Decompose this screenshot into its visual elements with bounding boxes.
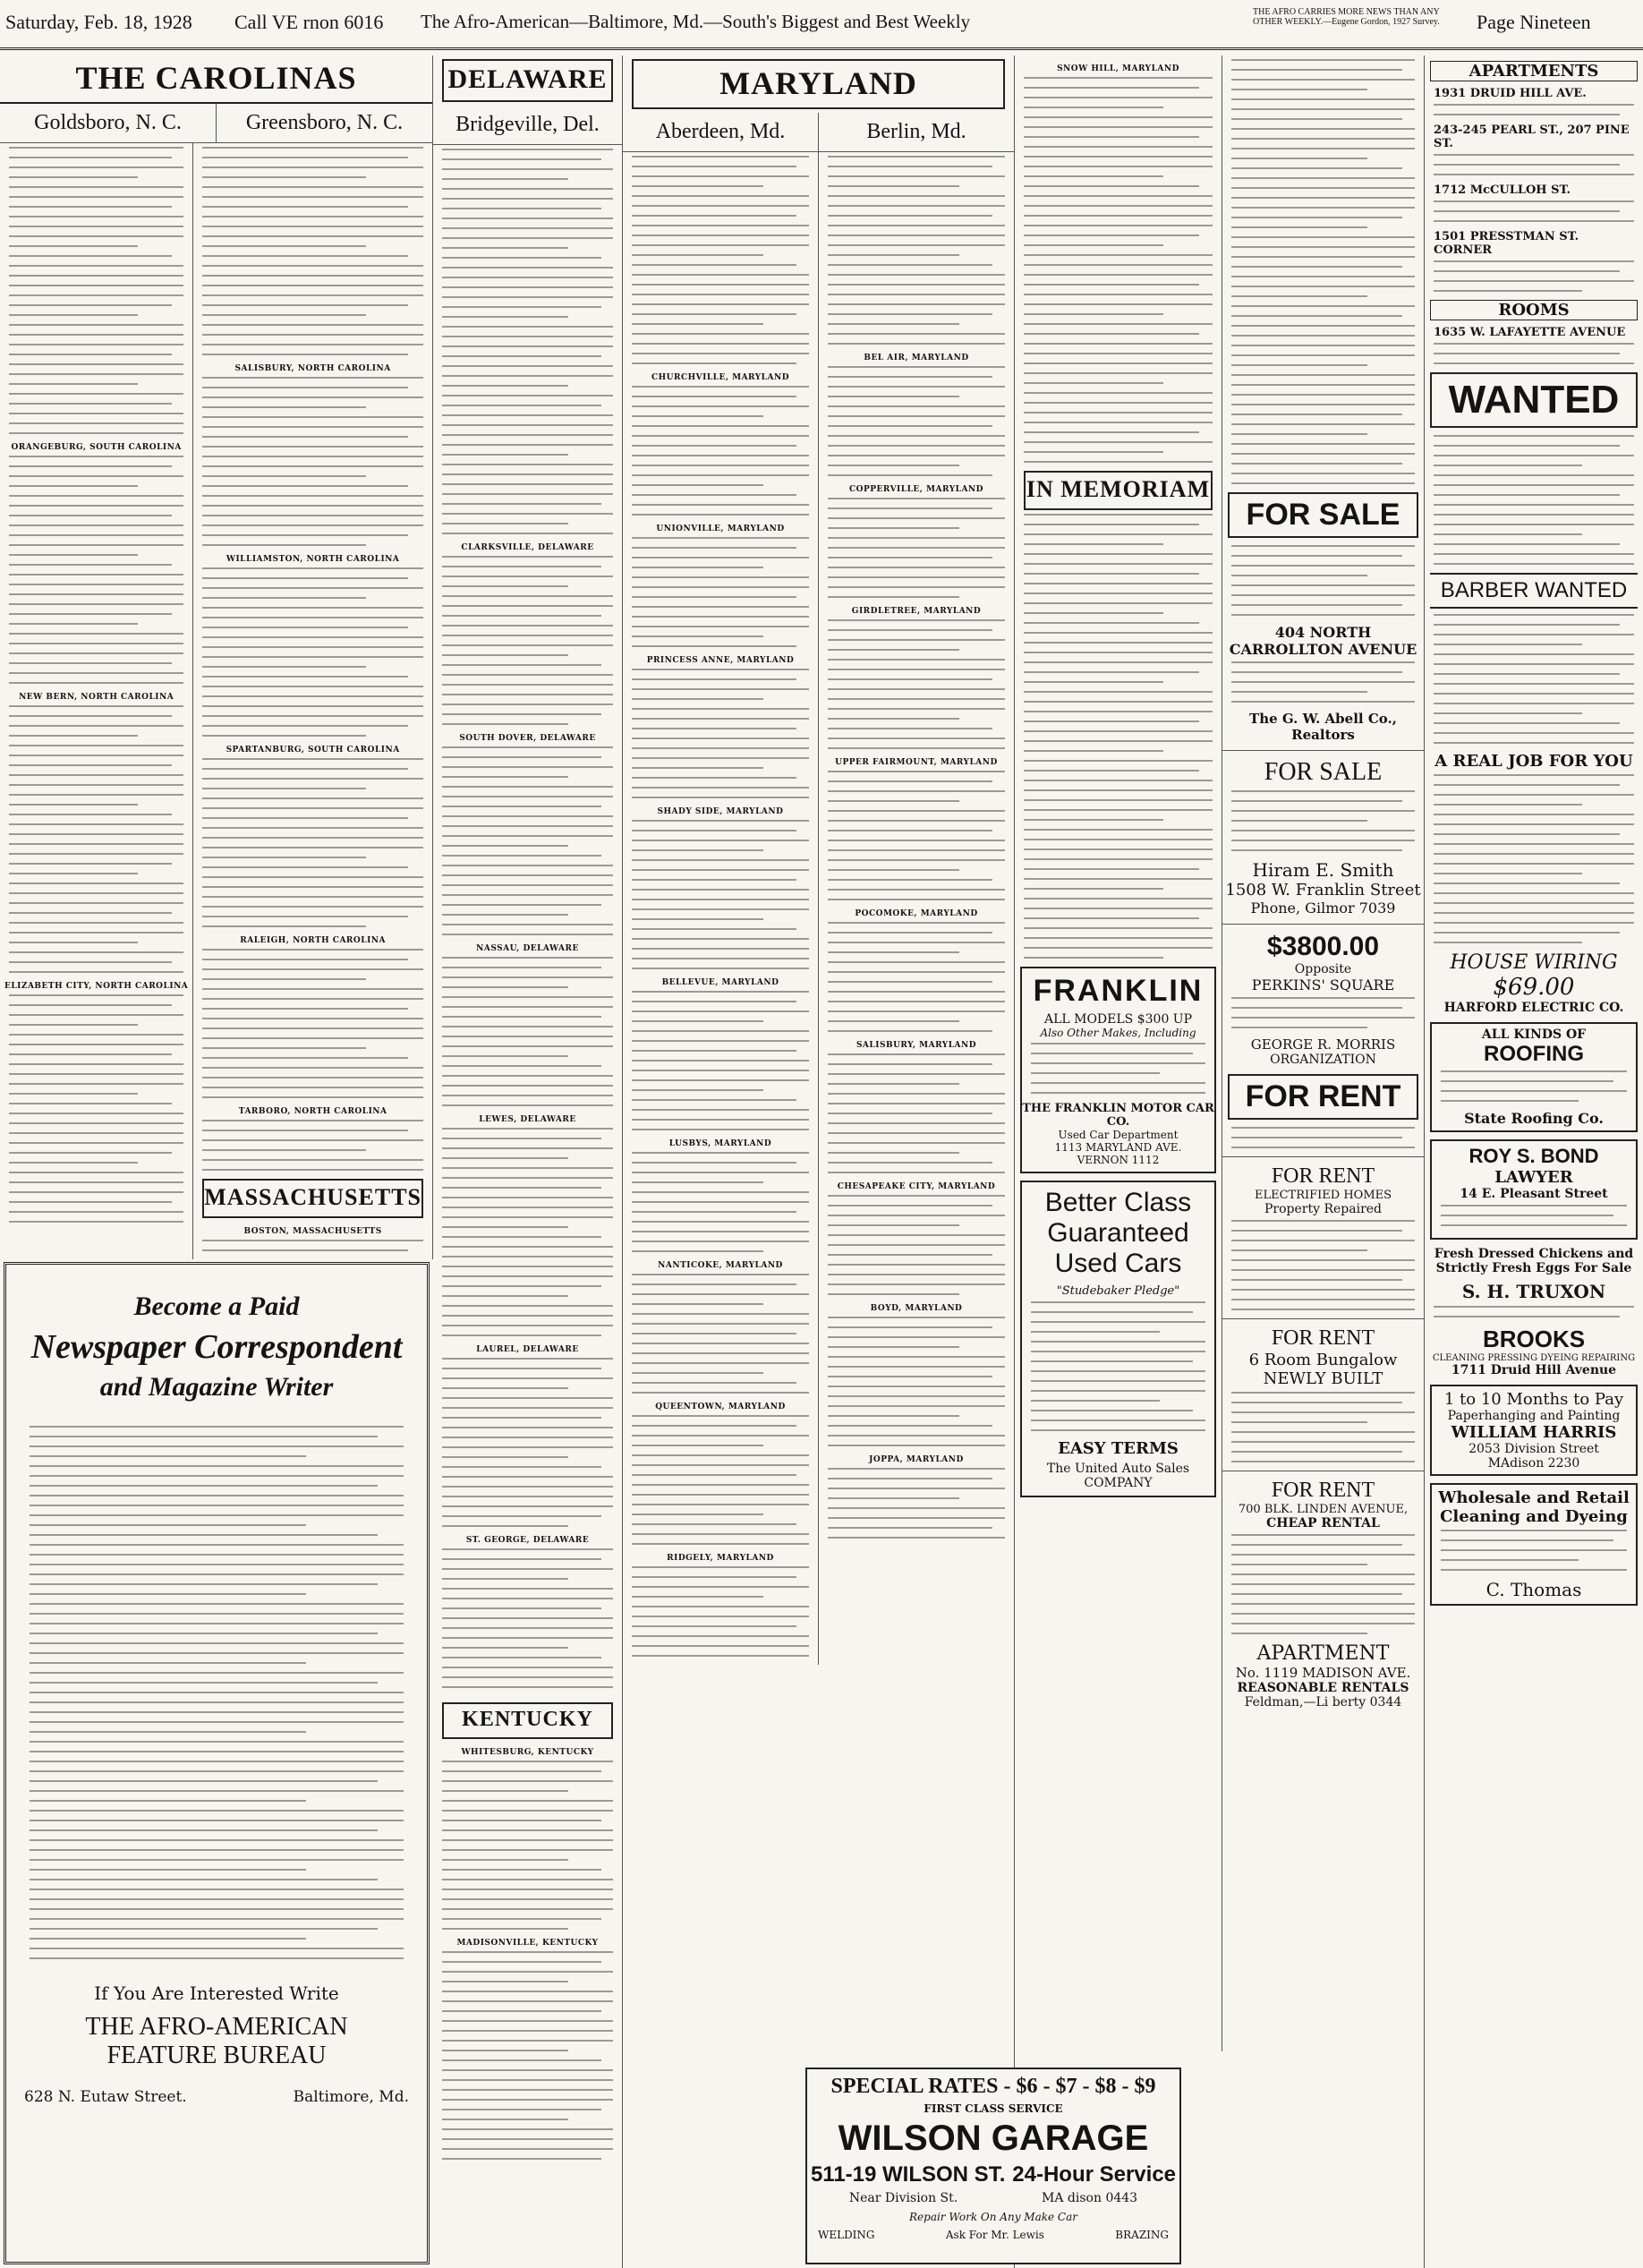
dateline: BEL AIR, MARYLAND bbox=[864, 354, 969, 362]
lawyer-ad bbox=[1430, 1139, 1638, 1240]
ad-body-text bbox=[30, 1426, 404, 1959]
article-text bbox=[202, 1120, 423, 1171]
paper-title: The Afro-American—Baltimore, Md.—South's Biggest and Best Weekly bbox=[421, 11, 971, 32]
memoriam-column bbox=[1015, 55, 1222, 2051]
house-price: $3800.00 bbox=[1266, 932, 1380, 961]
ad-address: 628 N. Eutaw Street. bbox=[24, 2088, 187, 2106]
article-text bbox=[202, 758, 423, 927]
dateline: SNOW HILL, MARYLAND bbox=[1057, 64, 1179, 73]
listing-text bbox=[1231, 1392, 1415, 1462]
roofing-line: ALL KINDS OF bbox=[1481, 1027, 1587, 1042]
dateline: ORANGEBURG, SOUTH CAROLINA bbox=[11, 443, 182, 452]
article-text bbox=[442, 1761, 613, 1930]
article-text bbox=[828, 1468, 1005, 1539]
lawyer-text bbox=[1441, 1205, 1627, 1226]
article-text bbox=[632, 386, 809, 516]
for-rent-heading: FOR RENT bbox=[1228, 1074, 1418, 1120]
dateline: QUEENTOWN, MARYLAND bbox=[655, 1403, 786, 1411]
barber-wanted-heading: BARBER WANTED bbox=[1430, 573, 1638, 609]
section-title: DELAWARE bbox=[442, 59, 613, 102]
garage-hours: 24-Hour Service bbox=[1012, 2162, 1177, 2187]
for-rent-heading: FOR RENT bbox=[1271, 1326, 1375, 1350]
listing-text bbox=[1231, 790, 1415, 851]
listing-text bbox=[1434, 104, 1634, 115]
dateline: BELLEVUE, MARYLAND bbox=[661, 978, 779, 987]
article-text bbox=[9, 705, 183, 973]
agent-phone: Phone, Gilmor 7039 bbox=[1250, 900, 1396, 917]
listing-text bbox=[1231, 997, 1415, 1028]
used-cars-line: Guaranteed bbox=[1047, 1218, 1189, 1248]
subhead-berlin: Berlin, Md. bbox=[819, 113, 1014, 152]
harris-line: 1 to 10 Months to Pay bbox=[1443, 1390, 1624, 1409]
apartment-title: APARTMENT bbox=[1256, 1642, 1390, 1665]
carolinas-body bbox=[0, 143, 432, 1259]
for-rent-sub: CHEAP RENTAL bbox=[1266, 1516, 1380, 1530]
dateline: ELIZABETH CITY, NORTH CAROLINA bbox=[4, 982, 189, 991]
franklin-line: Also Other Makes, Including bbox=[1040, 1027, 1196, 1039]
franklin-company: THE FRANKLIN MOTOR CAR CO. bbox=[1022, 1102, 1214, 1129]
for-rent-sub: NEWLY BUILT bbox=[1263, 1369, 1383, 1388]
for-rent-heading: FOR RENT bbox=[1271, 1479, 1375, 1502]
harris-line: Paperhanging and Painting bbox=[1447, 1409, 1621, 1423]
phone-number: Call VE rnon 6016 bbox=[234, 11, 384, 33]
article-text bbox=[9, 456, 183, 684]
apartment-listing: 1712 McCULLOH ST. bbox=[1434, 183, 1571, 197]
thomas-ad bbox=[1430, 1483, 1638, 1606]
listing-text bbox=[1231, 1127, 1415, 1148]
section-title: MARYLAND bbox=[632, 59, 1005, 109]
dateline: SALISBURY, MARYLAND bbox=[856, 1041, 977, 1050]
garage-near: Near Division St. bbox=[848, 2191, 958, 2205]
ad-bureau: THE AFRO-AMERICAN FEATURE BUREAU bbox=[85, 2013, 348, 2069]
subhead-goldsboro: Goldsboro, N. C. bbox=[0, 104, 217, 143]
rooms-heading: ROOMS bbox=[1430, 300, 1638, 320]
dateline: NASSAU, DELAWARE bbox=[476, 944, 579, 953]
article-text bbox=[1024, 77, 1213, 463]
article-text bbox=[442, 957, 613, 1106]
wanted-heading: WANTED bbox=[1430, 372, 1638, 428]
dateline: BOYD, MARYLAND bbox=[870, 1304, 963, 1313]
dateline: SALISBURY, NORTH CAROLINA bbox=[234, 364, 391, 373]
house-wiring-company: HARFORD ELECTRIC CO. bbox=[1443, 1001, 1624, 1015]
listing-text bbox=[1231, 545, 1415, 616]
dateline: PRINCESS ANNE, MARYLAND bbox=[646, 656, 795, 665]
dateline: SHADY SIDE, MARYLAND bbox=[657, 807, 784, 816]
garage-rates: SPECIAL RATES - $6 - $7 - $8 - $9 bbox=[830, 2075, 1156, 2098]
listing-text bbox=[1434, 343, 1634, 364]
harris-phone: MAdison 2230 bbox=[1487, 1456, 1580, 1471]
abell-address: 404 NORTH CARROLLTON AVENUE bbox=[1229, 624, 1417, 658]
apartment-contact: Feldman,—Li berty 0344 bbox=[1244, 1695, 1402, 1710]
franklin-phone: VERNON 1112 bbox=[1077, 1154, 1160, 1166]
article-text bbox=[828, 771, 1005, 900]
listing-text bbox=[1434, 260, 1634, 292]
harris-name: WILLIAM HARRIS bbox=[1451, 1423, 1617, 1442]
dateline: UPPER FAIRMOUNT, MARYLAND bbox=[835, 758, 998, 767]
article-text bbox=[828, 498, 1005, 598]
article-text bbox=[632, 1415, 809, 1545]
listing-text bbox=[1434, 154, 1634, 175]
article-text bbox=[632, 1152, 809, 1252]
dateline: BOSTON, MASSACHUSETTS bbox=[243, 1227, 382, 1236]
real-estate-column bbox=[1222, 55, 1425, 2268]
dateline: COPPERVILLE, MARYLAND bbox=[849, 485, 983, 494]
article-text bbox=[202, 949, 423, 1098]
carolinas-section bbox=[0, 55, 433, 1259]
article-text bbox=[828, 1053, 1005, 1173]
carolinas-subheads bbox=[0, 104, 432, 143]
pledge: "Studebaker Pledge" bbox=[1056, 1284, 1180, 1298]
article-text bbox=[202, 147, 423, 355]
franklin-listing bbox=[1031, 1043, 1205, 1094]
brooks-title: BROOKS bbox=[1482, 1326, 1586, 1352]
for-rent-heading: FOR RENT bbox=[1271, 1164, 1375, 1188]
memoriam-text bbox=[1231, 59, 1415, 484]
listing-text bbox=[1231, 1220, 1415, 1310]
abell-company: The G. W. Abell Co., Realtors bbox=[1249, 711, 1397, 743]
apartments-heading: APARTMENTS bbox=[1430, 61, 1638, 81]
roofing-ad bbox=[1430, 1022, 1638, 1132]
article-text bbox=[828, 922, 1005, 1032]
classifieds-column bbox=[1425, 55, 1643, 2268]
garage-name: WILSON GARAGE bbox=[838, 2119, 1149, 2158]
agent-name: Hiram E. Smith bbox=[1252, 859, 1394, 881]
thomas-line: Cleaning and Dyeing bbox=[1440, 1507, 1628, 1526]
article-text bbox=[9, 994, 183, 1223]
maryland-section bbox=[623, 55, 1015, 2268]
truxon-name: S. H. TRUXON bbox=[1461, 1281, 1606, 1302]
ad-line: Become a Paid bbox=[133, 1292, 300, 1321]
used-cars-line: Used Cars bbox=[1054, 1249, 1182, 1278]
harris-address: 2053 Division Street bbox=[1468, 1442, 1599, 1456]
dateline: WILLIAMSTON, NORTH CAROLINA bbox=[226, 555, 400, 564]
ad-address-row bbox=[24, 2088, 409, 2106]
subhead-aberdeen: Aberdeen, Md. bbox=[623, 113, 819, 152]
dateline: RALEIGH, NORTH CAROLINA bbox=[240, 936, 387, 945]
article-text bbox=[828, 619, 1005, 749]
garage-service: FIRST CLASS SERVICE bbox=[924, 2102, 1063, 2115]
dateline: MADISONVILLE, KENTUCKY bbox=[456, 1939, 599, 1948]
car-listing bbox=[1031, 1301, 1205, 1431]
subhead-bridgeville: Bridgeville, Del. bbox=[433, 106, 622, 145]
garage-near-row bbox=[807, 2191, 1179, 2205]
franklin-tagline: Used Car Department bbox=[1058, 1129, 1179, 1141]
memoriam-text bbox=[1024, 514, 1213, 959]
listing-text bbox=[1434, 614, 1634, 744]
article-text bbox=[632, 991, 809, 1130]
section-title: THE CAROLINAS bbox=[0, 55, 432, 104]
listing-text bbox=[1231, 1534, 1415, 1634]
easy-terms: EASY TERMS bbox=[1058, 1439, 1179, 1458]
garage-address-row bbox=[807, 2162, 1179, 2187]
rooms-listing: 1635 W. LAFAYETTE AVENUE bbox=[1434, 326, 1626, 339]
for-sale-heading: FOR SALE bbox=[1264, 758, 1383, 786]
thomas-name: C. Thomas bbox=[1486, 1579, 1582, 1600]
franklin-line: ALL MODELS $300 UP bbox=[1043, 1012, 1193, 1027]
masthead-tagline: THE AFRO CARRIES MORE NEWS THAN ANY OTHER WEEKLY.—Eugene Gordon, 1927 Survey. bbox=[1253, 7, 1440, 27]
listing-text bbox=[1434, 1306, 1634, 1317]
franklin-ad bbox=[1020, 967, 1216, 1173]
dateline: CLARKSVILLE, DELAWARE bbox=[461, 543, 594, 552]
dateline: UNIONVILLE, MARYLAND bbox=[656, 524, 785, 533]
memoriam-title: IN MEMORIAM bbox=[1024, 471, 1213, 510]
dateline: SPARTANBURG, SOUTH CAROLINA bbox=[226, 746, 400, 755]
article-text bbox=[632, 537, 809, 647]
real-job-heading: A REAL JOB FOR YOU bbox=[1434, 752, 1633, 771]
article-text bbox=[202, 1240, 423, 1259]
article-text bbox=[442, 1358, 613, 1527]
roofing-title: ROOFING bbox=[1484, 1042, 1584, 1066]
maryland-body bbox=[623, 152, 1014, 1665]
maryland-left-column bbox=[623, 152, 819, 1665]
dateline: NANTICOKE, MARYLAND bbox=[658, 1261, 783, 1270]
dateline: CHESAPEAKE CITY, MARYLAND bbox=[837, 1182, 996, 1191]
perkins-line: Opposite bbox=[1294, 962, 1352, 976]
article-text bbox=[828, 156, 1005, 345]
dateline: CHURCHVILLE, MARYLAND bbox=[651, 373, 790, 382]
article-text bbox=[442, 1128, 613, 1336]
article-text bbox=[442, 556, 613, 725]
for-rent-sub: Property Repaired bbox=[1264, 1202, 1383, 1216]
dateline: RIDGELY, MARYLAND bbox=[667, 1554, 774, 1563]
for-rent-sub: 6 Room Bungalow bbox=[1248, 1351, 1398, 1369]
apartment-rentals: REASONABLE RENTALS bbox=[1237, 1681, 1409, 1695]
apartment-address: No. 1119 MADISON AVE. bbox=[1235, 1665, 1411, 1681]
ad-city: Baltimore, Md. bbox=[293, 2088, 409, 2106]
listing-text bbox=[1434, 774, 1634, 943]
issue-date: Saturday, Feb. 18, 1928 bbox=[5, 11, 192, 33]
brooks-services: CLEANING PRESSING DYEING REPAIRING bbox=[1432, 1353, 1636, 1363]
dateline: JOPPA, MARYLAND bbox=[869, 1455, 964, 1464]
article-text bbox=[202, 567, 423, 737]
apartment-listing: 1931 DRUID HILL AVE. bbox=[1434, 87, 1587, 100]
article-text bbox=[442, 746, 613, 935]
correspondent-ad bbox=[4, 1262, 430, 2264]
brooks-address: 1711 Druid Hill Avenue bbox=[1451, 1363, 1617, 1377]
dateline: WHITESBURG, KENTUCKY bbox=[461, 1748, 594, 1757]
article-text bbox=[632, 1274, 809, 1394]
franklin-address: 1113 MARYLAND AVE. bbox=[1054, 1141, 1182, 1154]
united-auto-company: The United Auto Sales COMPANY bbox=[1046, 1462, 1190, 1490]
article-text bbox=[632, 156, 809, 364]
united-auto-ad bbox=[1020, 1181, 1216, 1497]
article-text bbox=[442, 1548, 613, 1688]
massachusetts-title: MASSACHUSETTS bbox=[202, 1179, 423, 1218]
garage-repair: Repair Work On Any Make Car bbox=[909, 2211, 1077, 2223]
roofing-text bbox=[1441, 1070, 1627, 1102]
article-text bbox=[632, 669, 809, 798]
for-sale-heading: FOR SALE bbox=[1228, 492, 1418, 538]
article-text bbox=[828, 1317, 1005, 1446]
roofing-company: State Roofing Co. bbox=[1464, 1110, 1604, 1127]
subhead-greensboro: Greensboro, N. C. bbox=[217, 104, 432, 143]
thomas-line: Wholesale and Retail bbox=[1438, 1488, 1630, 1507]
delaware-section bbox=[433, 55, 623, 2268]
ad-cta: If You Are Interested Write bbox=[94, 1982, 339, 2004]
dateline: LEWES, DELAWARE bbox=[479, 1115, 576, 1124]
for-rent-sub: ELECTRIFIED HOMES bbox=[1254, 1189, 1392, 1202]
listing-text bbox=[1231, 661, 1415, 703]
article-text bbox=[442, 149, 613, 534]
kentucky-title: KENTUCKY bbox=[442, 1702, 613, 1739]
dateline: NEW BERN, NORTH CAROLINA bbox=[19, 693, 175, 702]
article-text bbox=[632, 820, 809, 969]
garage-ask: Ask For Mr. Lewis bbox=[945, 2229, 1044, 2241]
dateline: POCOMOKE, MARYLAND bbox=[855, 909, 978, 918]
for-rent-sub: 700 BLK. LINDEN AVENUE, bbox=[1238, 1503, 1409, 1516]
masthead bbox=[0, 0, 1643, 50]
page-number: Page Nineteen bbox=[1477, 11, 1591, 33]
listing-text bbox=[1434, 435, 1634, 565]
wilson-garage-ad bbox=[805, 2068, 1181, 2264]
maryland-right-column bbox=[819, 152, 1014, 1665]
dateline: TARBORO, NORTH CAROLINA bbox=[238, 1107, 387, 1116]
maryland-subheads bbox=[623, 113, 1014, 152]
lawyer-title: LAWYER bbox=[1494, 1168, 1573, 1187]
lawyer-address: 14 E. Pleasant Street bbox=[1460, 1187, 1608, 1201]
agent-address: 1508 W. Franklin Street bbox=[1225, 881, 1421, 900]
article-text bbox=[828, 1195, 1005, 1295]
article-text bbox=[632, 1566, 809, 1657]
garage-brazing: BRAZING bbox=[1115, 2229, 1169, 2241]
garage-phone: MA dison 0443 bbox=[1042, 2191, 1138, 2205]
ad-line: and Magazine Writer bbox=[99, 1372, 334, 1402]
article-text bbox=[9, 147, 183, 434]
perkins-line: PERKINS' SQUARE bbox=[1251, 976, 1395, 993]
carolinas-left-column bbox=[0, 143, 193, 1259]
truxon-line: Fresh Dressed Chickens and Strictly Fresh Eggs For Sale bbox=[1434, 1247, 1634, 1275]
dateline: SOUTH DOVER, DELAWARE bbox=[459, 734, 596, 743]
listing-text bbox=[1434, 200, 1634, 222]
used-cars-line: Better Class bbox=[1044, 1188, 1192, 1217]
dateline: ST. GEORGE, DELAWARE bbox=[465, 1536, 590, 1545]
garage-welding: WELDING bbox=[818, 2229, 875, 2241]
house-wiring-price: $69.00 bbox=[1493, 974, 1575, 1001]
carolinas-right-column bbox=[193, 143, 432, 1259]
garage-address: 511-19 WILSON ST. bbox=[810, 2162, 1006, 2187]
article-text bbox=[442, 1951, 613, 2160]
harris-ad bbox=[1430, 1385, 1638, 1476]
house-wiring-heading: HOUSE WIRING bbox=[1450, 951, 1618, 974]
ad-headline: Newspaper Correspondent bbox=[30, 1328, 403, 1366]
article-text bbox=[202, 377, 423, 546]
perkins-org: ORGANIZATION bbox=[1270, 1053, 1376, 1067]
lawyer-name: ROY S. BOND bbox=[1468, 1145, 1599, 1167]
dateline: GIRDLETREE, MARYLAND bbox=[851, 607, 982, 616]
dateline: LUSBYS, MARYLAND bbox=[668, 1139, 772, 1148]
garage-footer bbox=[818, 2229, 1169, 2241]
thomas-text bbox=[1441, 1530, 1627, 1571]
apartment-listing: 243-245 PEARL ST., 207 PINE ST. bbox=[1434, 124, 1630, 150]
apartment-listing: 1501 PRESSTMAN ST. CORNER bbox=[1434, 230, 1579, 257]
perkins-agent: GEORGE R. MORRIS bbox=[1250, 1036, 1396, 1053]
franklin-title: FRANKLIN bbox=[1033, 974, 1204, 1008]
article-text bbox=[828, 366, 1005, 476]
dateline: LAUREL, DELAWARE bbox=[476, 1345, 579, 1354]
